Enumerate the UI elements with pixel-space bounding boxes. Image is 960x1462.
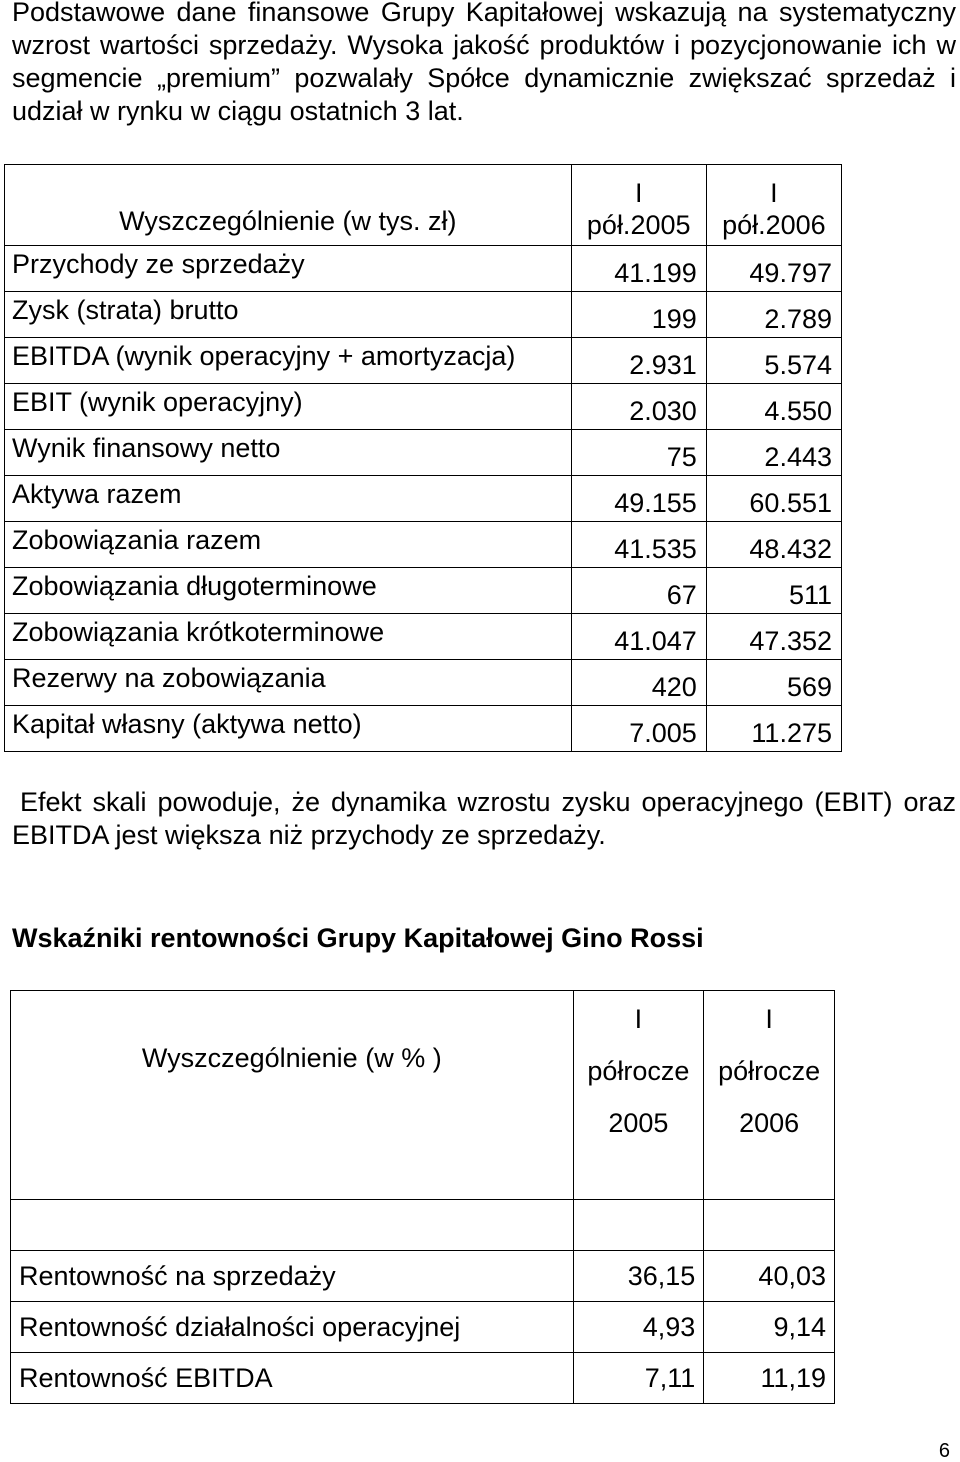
header-col-2005-line2: półrocze — [587, 1056, 690, 1086]
header-col-2005-line3: 2005 — [608, 1108, 669, 1138]
table-row — [5, 292, 842, 338]
row-value-2005: 199 — [571, 292, 706, 338]
table-row — [5, 614, 842, 660]
profitability-table — [10, 990, 835, 1404]
row-value-2006: 47.352 — [706, 614, 841, 660]
row-value-2006: 11.275 — [706, 706, 841, 752]
table-row — [11, 1302, 835, 1353]
row-label: EBIT (wynik operacyjny) — [5, 384, 572, 430]
row-label: Rentowność na sprzedaży — [11, 1251, 574, 1302]
row-value-2005: 2.030 — [571, 384, 706, 430]
header-col-2005 — [571, 165, 706, 246]
header-col-2006 — [704, 991, 835, 1200]
row-value-2005: 75 — [571, 430, 706, 476]
row-value-2005: 2.931 — [571, 338, 706, 384]
table-row — [5, 476, 842, 522]
row-label: Przychody ze sprzedaży — [5, 246, 572, 292]
row-value-2005: 420 — [571, 660, 706, 706]
row-value-2006: 511 — [706, 568, 841, 614]
empty-row — [11, 1200, 835, 1251]
row-value-2006: 5.574 — [706, 338, 841, 384]
row-value-2005: 41.047 — [571, 614, 706, 660]
header-col-2005 — [573, 991, 704, 1200]
row-label: Zobowiązania krótkoterminowe — [5, 614, 572, 660]
header-col-2006-bottom: pół.2006 — [722, 210, 826, 240]
header-col-2006-line3: 2006 — [739, 1108, 800, 1138]
row-value-2005: 49.155 — [571, 476, 706, 522]
row-value-2005: 36,15 — [573, 1251, 704, 1302]
header-label: Wyszczególnienie (w % ) — [11, 991, 574, 1200]
table-row — [5, 522, 842, 568]
row-value-2006: 2.443 — [706, 430, 841, 476]
row-label: Wynik finansowy netto — [5, 430, 572, 476]
table-row — [5, 384, 842, 430]
row-value-2005: 41.535 — [571, 522, 706, 568]
row-value-2006: 4.550 — [706, 384, 841, 430]
table-row — [5, 430, 842, 476]
table-row — [5, 338, 842, 384]
table-row — [11, 1251, 835, 1302]
row-value-2006: 49.797 — [706, 246, 841, 292]
row-value-2006: 9,14 — [704, 1302, 835, 1353]
row-label: Aktywa razem — [5, 476, 572, 522]
row-label: Zobowiązania razem — [5, 522, 572, 568]
row-label: EBITDA (wynik operacyjny + amortyzacja) — [5, 338, 572, 384]
empty-cell — [11, 1200, 574, 1251]
row-value-2005: 67 — [571, 568, 706, 614]
row-label: Zobowiązania długoterminowe — [5, 568, 572, 614]
row-value-2006: 40,03 — [704, 1251, 835, 1302]
header-col-2006-line1: I — [765, 1004, 773, 1034]
header-col-2005-top: I — [634, 178, 643, 208]
header-col-2006 — [706, 165, 841, 246]
table-row — [5, 706, 842, 752]
row-value-2006: 48.432 — [706, 522, 841, 568]
row-label: Rentowność działalności operacyjnej — [11, 1302, 574, 1353]
table-header-row — [11, 991, 835, 1200]
row-label: Rentowność EBITDA — [11, 1353, 574, 1404]
header-col-2006-top: I — [770, 178, 778, 208]
table-row — [5, 660, 842, 706]
row-value-2006: 569 — [706, 660, 841, 706]
row-value-2005: 41.199 — [571, 246, 706, 292]
header-label: Wyszczególnienie (w tys. zł) — [5, 165, 572, 246]
row-value-2006: 11,19 — [704, 1353, 835, 1404]
row-label: Rezerwy na zobowiązania — [5, 660, 572, 706]
header-col-2006-line2: półrocze — [718, 1056, 821, 1086]
table-header-row — [5, 165, 842, 246]
row-value-2006: 60.551 — [706, 476, 841, 522]
table-row — [5, 246, 842, 292]
header-col-2005-bottom: pół.2005 — [586, 210, 691, 240]
row-label: Kapitał własny (aktywa netto) — [5, 706, 572, 752]
row-label: Zysk (strata) brutto — [5, 292, 572, 338]
row-value-2006: 2.789 — [706, 292, 841, 338]
intro-paragraph: Podstawowe dane finansowe Grupy Kapitałowej wskazują na systematyczny wzrost wartości sprzedaży. Wysoka jakość produktów i pozycjonowanie ich w segmencie „premium” pozwalały Spółce dynamicznie zwiększać sprzedaż i udział w rynku w ciągu ostatnich 3 lat. — [12, 0, 956, 126]
empty-cell — [704, 1200, 835, 1251]
row-value-2005: 4,93 — [573, 1302, 704, 1353]
effect-paragraph: Efekt skali powoduje, że dynamika wzrostu zysku operacyjnego (EBIT) oraz EBITDA jest większa niż przychody ze sprzedaży. — [12, 787, 956, 850]
table-row — [5, 568, 842, 614]
header-col-2005-line1: I — [634, 1004, 643, 1034]
row-value-2005: 7.005 — [571, 706, 706, 752]
section-heading: Wskaźniki rentowności Grupy Kapitałowej Gino Rossi — [12, 923, 704, 953]
empty-cell — [573, 1200, 704, 1251]
row-value-2005: 7,11 — [573, 1353, 704, 1404]
table-row — [11, 1353, 835, 1404]
financial-data-table — [4, 164, 842, 752]
page-number: 6 — [938, 1440, 950, 1462]
